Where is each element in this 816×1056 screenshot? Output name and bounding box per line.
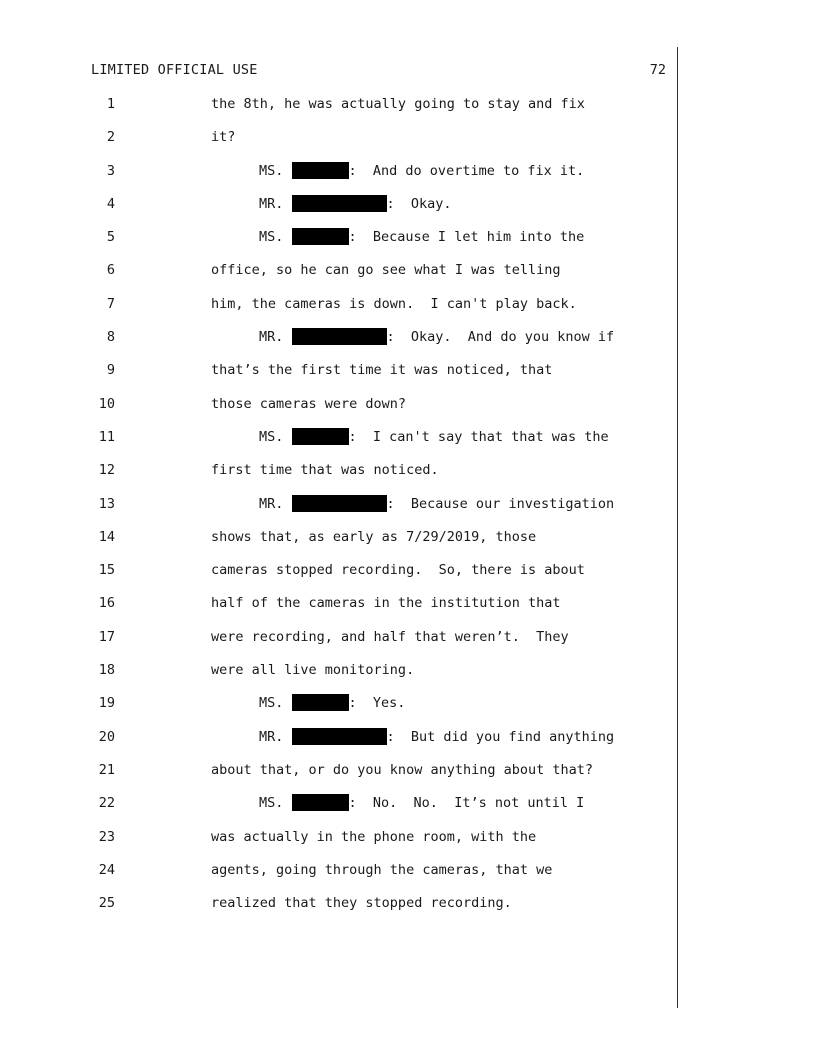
redaction-block (292, 162, 349, 179)
redaction-block (292, 428, 349, 445)
line-number: 23 (98, 828, 115, 845)
speech-text: : Yes. (348, 695, 406, 712)
line-number: 4 (106, 195, 115, 212)
transcript-line (0, 395, 816, 428)
speaker-label: MR. (259, 195, 284, 212)
line-text: those cameras were down? (211, 395, 407, 412)
redaction-block (292, 728, 387, 745)
transcript-line (0, 728, 816, 761)
line-number: 21 (98, 761, 115, 778)
line-text (259, 728, 614, 746)
classification-header: LIMITED OFFICIAL USE (91, 62, 258, 78)
line-text (259, 428, 609, 446)
line-text: agents, going through the cameras, that we (211, 861, 553, 878)
transcript-line (0, 162, 816, 195)
speech-text: : Because I let him into the (348, 229, 585, 246)
line-text (259, 794, 584, 812)
redaction-block (292, 195, 387, 212)
speech-text: : No. No. It’s not until I (348, 795, 585, 812)
speaker-label: MS. (259, 795, 284, 812)
speech-text: : But did you find anything (386, 728, 615, 745)
line-number: 12 (98, 462, 115, 479)
speaker-label: MS. (259, 695, 284, 712)
transcript-body (0, 95, 816, 927)
line-number: 3 (106, 162, 115, 179)
speech-text: : I can't say that that was the (348, 428, 609, 445)
speech-text: : And do overtime to fix it. (348, 162, 585, 179)
line-number: 24 (98, 861, 115, 878)
line-number: 17 (98, 628, 115, 645)
line-number: 15 (98, 562, 115, 579)
line-text: him, the cameras is down. I can't play back. (211, 295, 577, 312)
line-number: 2 (106, 129, 115, 146)
line-number: 13 (98, 495, 115, 512)
transcript-line (0, 561, 816, 594)
speaker-label: MS. (259, 428, 284, 445)
line-text: were all live monitoring. (211, 662, 415, 679)
line-number: 7 (106, 295, 115, 312)
transcript-line (0, 428, 816, 461)
line-number: 10 (98, 395, 115, 412)
redaction-block (292, 794, 349, 811)
transcript-line (0, 828, 816, 861)
line-number: 11 (98, 428, 115, 445)
speech-text: : Because our investigation (386, 495, 615, 512)
line-text: cameras stopped recording. So, there is about (211, 562, 585, 579)
page-number: 72 (649, 62, 666, 78)
redaction-block (292, 228, 349, 245)
line-text (259, 328, 614, 346)
transcript-line (0, 594, 816, 627)
line-number: 25 (98, 895, 115, 912)
redaction-block (292, 495, 387, 512)
line-text: shows that, as early as 7/29/2019, those (211, 528, 537, 545)
transcript-line (0, 228, 816, 261)
speech-text: : Okay. And do you know if (386, 329, 615, 346)
redaction-block (292, 328, 387, 345)
line-text: were recording, and half that weren’t. They (211, 628, 569, 645)
line-number: 9 (106, 362, 115, 379)
speaker-label: MS. (259, 162, 284, 179)
line-number: 6 (106, 262, 115, 279)
line-text (259, 694, 405, 712)
line-text: it? (211, 129, 236, 146)
speech-text: : Okay. (386, 195, 452, 212)
transcript-line (0, 694, 816, 727)
line-number: 18 (98, 662, 115, 679)
line-text: the 8th, he was actually going to stay and fix (211, 96, 585, 112)
speaker-label: MR. (259, 495, 284, 512)
transcript-line (0, 361, 816, 394)
line-text: first time that was noticed. (211, 462, 439, 479)
transcript-line (0, 295, 816, 328)
transcript-line (0, 661, 816, 694)
line-number: 8 (106, 329, 115, 346)
line-text: that’s the first time it was noticed, that (211, 362, 553, 379)
transcript-line (0, 461, 816, 494)
transcript-line (0, 495, 816, 528)
transcript-line (0, 528, 816, 561)
line-text: office, so he can go see what I was telling (211, 262, 561, 279)
line-text: half of the cameras in the institution that (211, 595, 561, 612)
line-number: 14 (98, 528, 115, 545)
line-text (259, 228, 584, 246)
speaker-label: MS. (259, 229, 284, 246)
transcript-line (0, 328, 816, 361)
transcript-line (0, 794, 816, 827)
line-number: 22 (98, 795, 115, 812)
line-text (259, 495, 614, 513)
redaction-block (292, 694, 349, 711)
line-number: 5 (106, 229, 115, 246)
line-text (259, 195, 452, 213)
transcript-line (0, 894, 816, 927)
transcript-line (0, 861, 816, 894)
line-number: 20 (98, 728, 115, 745)
line-number: 16 (98, 595, 115, 612)
transcript-line (0, 128, 816, 161)
line-number: 19 (98, 695, 115, 712)
line-text: realized that they stopped recording. (211, 895, 512, 912)
speaker-label: MR. (259, 728, 284, 745)
transcript-line (0, 628, 816, 661)
line-number: 1 (106, 96, 115, 112)
transcript-line (0, 95, 816, 128)
transcript-line (0, 195, 816, 228)
line-text: was actually in the phone room, with the (211, 828, 537, 845)
line-text (259, 162, 584, 180)
line-text: about that, or do you know anything about that? (211, 761, 594, 778)
speaker-label: MR. (259, 329, 284, 346)
transcript-line (0, 761, 816, 794)
transcript-line (0, 261, 816, 294)
